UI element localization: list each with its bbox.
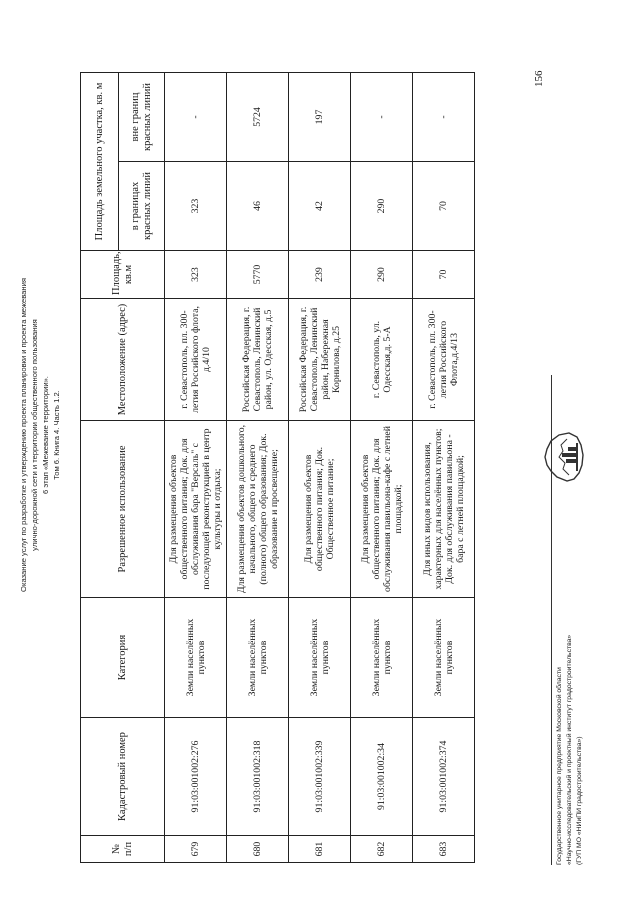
table-row: [351, 72, 413, 862]
header-num: № п/п: [81, 836, 165, 863]
land-plots-table: [80, 72, 475, 863]
document-footer: [555, 305, 585, 865]
table-row: [165, 72, 227, 862]
row-permitted-use: Для размещения объектов общественного питания; Док. для обслуживания бара "Версаль" с последующей реконструкцией в центр культуры и отдыха;: [165, 421, 227, 598]
row-permitted-use: Для размещения объектов дошкольного, начального, общего и среднего (полного) общего образования; Док. образование и просвещение;: [227, 421, 289, 598]
row-within: 323: [165, 162, 227, 251]
row-location: Российская Федерация, г. Севастополь, Ленинский район, Набережная Корнилова, д.25: [289, 299, 351, 421]
row-num: 680: [227, 836, 289, 863]
row-within: 42: [289, 162, 351, 251]
row-category: Земли населённых пунктов: [289, 598, 351, 718]
row-area: 290: [351, 251, 413, 299]
institute-emblem-icon: [537, 429, 587, 487]
header-permitted-use: Разрешенное использование: [81, 421, 165, 598]
row-area: 70: [413, 251, 475, 299]
row-category: Земли населённых пунктов: [413, 598, 475, 718]
row-outside: -: [413, 72, 475, 161]
row-within: 290: [351, 162, 413, 251]
header-land-area-group: Площадь земельного участка, кв. м: [81, 72, 119, 250]
header-cadastral: Кадастровый номер: [81, 718, 165, 836]
row-cadastral: 91:03:001002:276: [165, 718, 227, 836]
header-outside-red-lines: вне границ красных линий: [119, 72, 165, 161]
row-permitted-use: Для размещения объектов общественного питания; Док. для обслуживания павильона-кафе с летней площадкой;: [351, 421, 413, 598]
row-outside: 5724: [227, 72, 289, 161]
header-category: Категория: [81, 598, 165, 718]
footer-line-1: Государственное унитарное предприятие Московской области: [556, 667, 563, 865]
row-within: 46: [227, 162, 289, 251]
row-outside: 197: [289, 72, 351, 161]
row-cadastral: 91:03:001002:339: [289, 718, 351, 836]
table-row: [227, 72, 289, 862]
row-outside: -: [351, 72, 413, 161]
row-num: 682: [351, 836, 413, 863]
header-line-1: Оказание услуг по разработке и утверждению проекта планировки и проекта межевания: [19, 278, 28, 592]
header-line-2: улично-дорожной сети и территории общественного пользования: [30, 319, 39, 551]
row-num: 683: [413, 836, 475, 863]
table-row: [289, 72, 351, 862]
row-num: 681: [289, 836, 351, 863]
header-location: Местоположение (адрес): [81, 299, 165, 421]
row-location: г. Севастополь, ул. Одесская,д. 5-А: [351, 299, 413, 421]
row-category: Земли населённых пунктов: [227, 598, 289, 718]
row-permitted-use: Для иных видов использования, характерных для населённых пунктов; Док. для обслуживания павильона - бара с летней площадкой;: [413, 421, 475, 598]
header-line-4: Том 6. Книга 4. Часть 1.2.: [52, 390, 61, 480]
row-location: г. Севастополь, пл. 300-летия Российского Флота,д.4/13: [413, 299, 475, 421]
table-row: [413, 72, 475, 862]
row-within: 70: [413, 162, 475, 251]
row-location: Российская Федерация, г. Севастополь, Ленинский район, ул. Одесская, д.5: [227, 299, 289, 421]
row-location: г. Севастополь, пл. 300-летия Российского флота, д.4/10: [165, 299, 227, 421]
row-area: 239: [289, 251, 351, 299]
row-category: Земли населённых пунктов: [351, 598, 413, 718]
row-category: Земли населённых пунктов: [165, 598, 227, 718]
document-header: [18, 145, 62, 725]
row-area: 5770: [227, 251, 289, 299]
row-permitted-use: Для размещения объектов общественного питания; Док. Общественное питание;: [289, 421, 351, 598]
header-area: Площадь, кв.м: [81, 251, 165, 299]
footer-line-3: (ГУП МО «НИиПИ градостроительства»): [576, 736, 583, 865]
page-number: 156: [533, 70, 545, 87]
row-area: 323: [165, 251, 227, 299]
header-line-3: 6 этап «Межевание территории».: [41, 376, 50, 494]
header-within-red-lines: в границах красных линий: [119, 162, 165, 251]
footer-line-2: «Научно-исследовательский и проектный институт градостроительства»: [566, 634, 573, 865]
row-outside: -: [165, 72, 227, 161]
row-cadastral: 91:03:001002:34: [351, 718, 413, 836]
row-num: 679: [165, 836, 227, 863]
row-cadastral: 91:03:001002:318: [227, 718, 289, 836]
row-cadastral: 91:03:001002:374: [413, 718, 475, 836]
